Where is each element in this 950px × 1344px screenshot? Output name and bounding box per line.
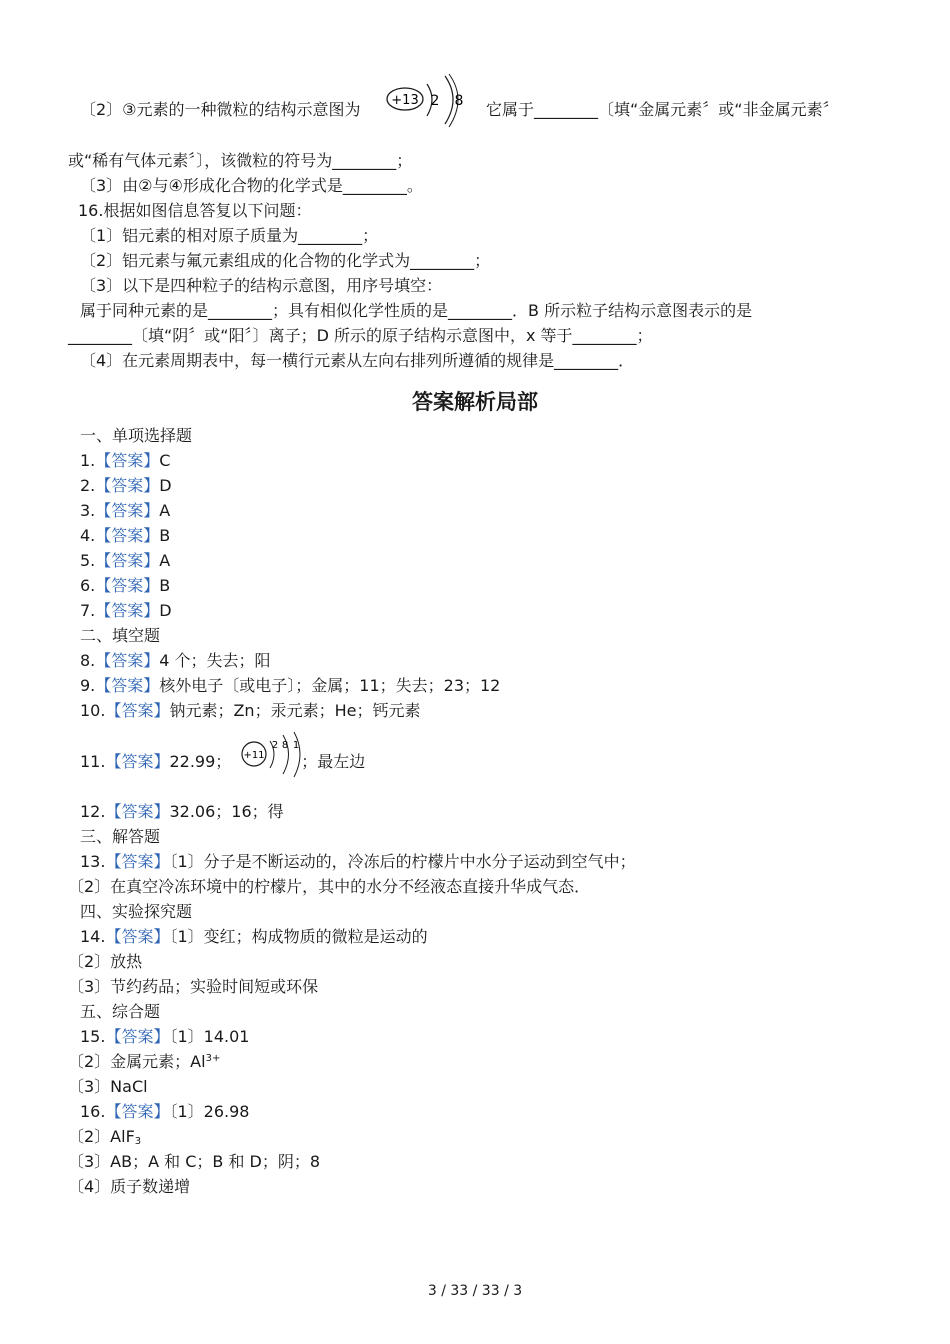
- q16-4-line: 〔4〕在元素周期表中，每一横行元素从左向右排列所遵循的规律是________．: [80, 351, 635, 370]
- answer-row-13-2: 〔2〕在真空冷冻环境中的柠檬片，其中的水分不经液态直接升华成气态．: [68, 877, 591, 896]
- subscript: 3: [134, 1136, 142, 1147]
- q15-3-line: 〔3〕由②与④形成化合物的化学式是________。: [80, 176, 423, 195]
- answer-number: 14.: [80, 927, 106, 946]
- section-4-heading: 四、实验探究题: [80, 902, 193, 921]
- answer-text: 〔2〕金属元素；Al: [68, 1052, 206, 1071]
- answer-tag: 【答案】: [105, 701, 170, 720]
- q16-1-line: 〔1〕铝元素的相对原子质量为________；: [80, 226, 379, 245]
- answer-text: 〔1〕14.01: [169, 1027, 250, 1046]
- answer-number: 2.: [80, 476, 96, 495]
- answer-tag: 【答案】: [95, 476, 160, 495]
- answer-row-1: [80, 450, 170, 472]
- answer-text: B: [159, 576, 171, 595]
- answer-row-10: [80, 700, 420, 722]
- answer-tag: 【答案】: [95, 676, 160, 695]
- answer-text: D: [159, 601, 172, 620]
- section-5-heading: 五、综合题: [80, 1002, 161, 1021]
- answer-tag: 【答案】: [95, 601, 160, 620]
- q15-2-text-b-wrap: [486, 99, 839, 121]
- answer-number: 4.: [80, 526, 96, 545]
- answer-row-15-2: [68, 1051, 220, 1073]
- answers-title: 答案解析局部: [412, 390, 538, 414]
- answer-row-6: [80, 575, 170, 597]
- answer-text: A: [159, 551, 171, 570]
- answer-text: 核外电子〔或电子〕；金属；11；失去；23；12: [159, 676, 501, 695]
- answer-text: B: [159, 526, 171, 545]
- shell-1-count: 2: [430, 93, 440, 109]
- answer-tag: 【答案】: [105, 1027, 170, 1046]
- answer-tag: 【答案】: [95, 501, 160, 520]
- answer-text: 4 个；失去；阳: [159, 651, 271, 670]
- section-3-heading: 三、解答题: [80, 827, 161, 846]
- q16-3a-line: 属于同种元素的是________；具有相似化学性质的是________．B 所示粒子结构示意图表示的是: [80, 301, 753, 320]
- atom-diagram-na: [240, 730, 304, 780]
- answer-row-16-4: 〔4〕质子数递增: [68, 1177, 191, 1196]
- answer-row-14-2: 〔2〕放热: [68, 952, 143, 971]
- answer-number: 7.: [80, 601, 96, 620]
- answer-number: 15.: [80, 1027, 106, 1046]
- q16-3-line: 〔3〕以下是四种粒子的结构示意图，用序号填空：: [80, 276, 443, 295]
- nucleus-charge: +11: [243, 750, 265, 761]
- answer-text: 〔1〕变红；构成物质的微粒是运动的: [169, 927, 428, 946]
- shell-1-count: 2: [271, 740, 279, 751]
- answer-text: C: [159, 451, 171, 470]
- answer-row-5: [80, 550, 170, 572]
- answer-row-15: [80, 1026, 249, 1048]
- section-1-heading: 一、单项选择题: [80, 426, 193, 445]
- answer-row-4: [80, 525, 170, 547]
- answer-text-tail: ；最左边: [301, 752, 366, 771]
- q16-3b-line: ________〔填“阴〞或“阳〞〕离子；D 所示的原子结构示意图中，x 等于________；: [68, 326, 653, 345]
- answer-text: 钠元素；Zn；汞元素；He；钙元素: [169, 701, 421, 720]
- answer-tag: 【答案】: [95, 451, 160, 470]
- nucleus-charge: +13: [391, 93, 419, 108]
- answer-row-15-3: 〔3〕NaCl: [68, 1077, 148, 1096]
- answer-number: 11.: [80, 752, 106, 771]
- q15-2-line-c: 或“稀有气体元素〞〕，该微粒的符号为________；: [68, 151, 413, 170]
- answer-text: D: [159, 476, 172, 495]
- answer-row-13: [80, 851, 636, 873]
- q15-2-line: [80, 99, 361, 121]
- answer-row-7: [80, 600, 172, 622]
- answer-number: 6.: [80, 576, 96, 595]
- q15-2-text-b: 它属于________〔填“金属元素〞或“非金属元素〞: [486, 100, 839, 119]
- q15-2-text-a: 〔2〕③元素的一种微粒的结构示意图为: [80, 100, 361, 119]
- answer-text: 〔1〕分子是不断运动的，冷冻后的柠檬片中水分子运动到空气中；: [169, 852, 636, 871]
- q16-2-line: 〔2〕铝元素与氟元素组成的化合物的化学式为________；: [80, 251, 491, 270]
- answer-text: 22.99；: [169, 752, 232, 771]
- answer-text: 〔2〕AlF: [68, 1127, 135, 1146]
- answer-row-12: [80, 801, 284, 823]
- page-footer: 3 / 33 / 33 / 3: [427, 1283, 523, 1299]
- answer-number: 10.: [80, 701, 106, 720]
- answer-tag: 【答案】: [95, 576, 160, 595]
- answer-number: 13.: [80, 852, 106, 871]
- answer-row-8: [80, 650, 271, 672]
- answer-text: 32.06；16；得: [169, 802, 284, 821]
- answer-text: 〔1〕26.98: [169, 1102, 250, 1121]
- ion-charge: 3+: [205, 1053, 221, 1064]
- shell-3-count: 1: [292, 740, 300, 751]
- answer-row-16: [80, 1101, 249, 1123]
- answer-row-16-2: [68, 1126, 141, 1148]
- answer-row-2: [80, 475, 172, 497]
- answer-tag: 【答案】: [105, 752, 170, 771]
- answer-tag: 【答案】: [105, 852, 170, 871]
- answer-number: 5.: [80, 551, 96, 570]
- answer-number: 9.: [80, 676, 96, 695]
- answer-tag: 【答案】: [95, 526, 160, 545]
- answer-text: A: [159, 501, 171, 520]
- answer-tag: 【答案】: [95, 551, 160, 570]
- answer-tag: 【答案】: [105, 927, 170, 946]
- answer-number: 12.: [80, 802, 106, 821]
- answer-row-16-3: 〔3〕AB；A 和 C；B 和 D；阴；8: [68, 1152, 321, 1171]
- answer-row-11: [80, 751, 365, 773]
- answer-number: 8.: [80, 651, 96, 670]
- answer-row-14: [80, 926, 428, 948]
- answer-number: 3.: [80, 501, 96, 520]
- answer-number: 16.: [80, 1102, 106, 1121]
- shell-2-count: 8: [281, 740, 289, 751]
- answer-tag: 【答案】: [105, 802, 170, 821]
- answer-row-3: [80, 500, 170, 522]
- answer-number: 1.: [80, 451, 96, 470]
- answer-tag: 【答案】: [105, 1102, 170, 1121]
- shell-2-count: 8: [454, 93, 464, 109]
- answer-tag: 【答案】: [95, 651, 160, 670]
- atom-diagram-al: [385, 72, 485, 130]
- section-2-heading: 二、填空题: [80, 626, 161, 645]
- q16-line: 16.根据如图信息答复以下问题：: [78, 201, 312, 220]
- answer-row-9: [80, 675, 500, 697]
- answer-row-14-3: 〔3〕节约药品；实验时间短或环保: [68, 977, 319, 996]
